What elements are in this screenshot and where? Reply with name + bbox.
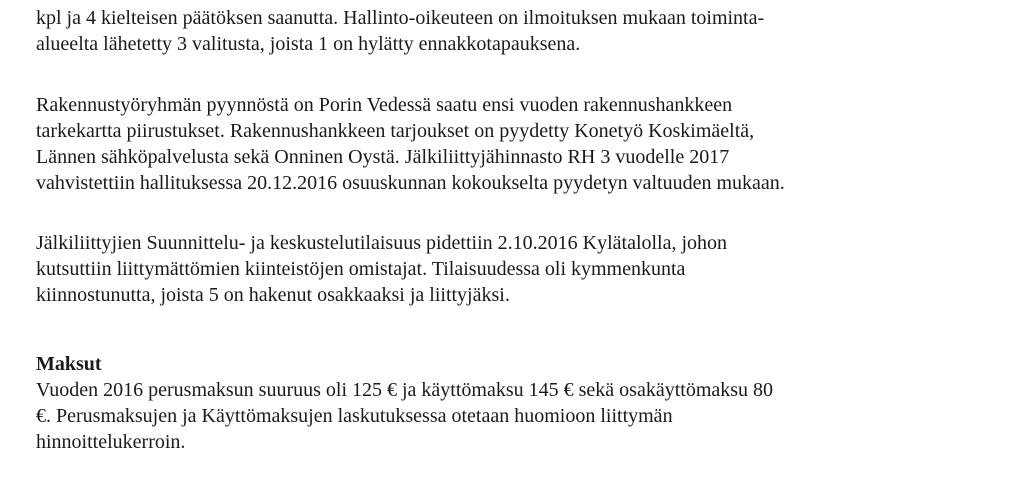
text-line: kutsuttiin liittymättömien kiinteistöjen omistajat. Tilaisuudessa oli kymmenkunta (36, 258, 686, 280)
text-line: €. Perusmaksujen ja Käyttömaksujen laskutuksessa otetaan huomioon liittymän (36, 405, 673, 427)
paragraph-decisions (36, 5, 764, 57)
text-line: kiinnostunutta, joista 5 on hakenut osakkaaksi ja liittyjäksi. (36, 284, 510, 306)
text-line: Vuoden 2016 perusmaksun suuruus oli 125 € ja käyttömaksu 145 € sekä osakäyttömaksu 80 (36, 379, 774, 401)
section-heading: Maksut (36, 353, 102, 375)
paragraph-planning-event (36, 230, 727, 308)
section-fees (36, 351, 773, 455)
text-line: Jälkiliittyjien Suunnittelu- ja keskustelutilaisuus pidettiin 2.10.2016 Kylätalolla, johon (36, 232, 728, 254)
text-line: kpl ja 4 kielteisen päätöksen saanutta. Hallinto-oikeuteen on ilmoituksen mukaan toiminta- (36, 7, 765, 29)
text-line: tarkekartta piirustukset. Rakennushankkeen tarjoukset on pyydetty Konetyö Koskimäeltä, (36, 120, 755, 142)
paragraph-construction (36, 92, 785, 196)
text-line: vahvistettiin hallituksessa 20.12.2016 osuuskunnan kokoukselta pyydetyn valtuuden mukaan. (36, 172, 785, 194)
text-line: alueelta lähetetty 3 valitusta, joista 1 on hylätty ennakkotapauksena. (36, 33, 581, 55)
text-line: hinnoittelukerroin. (36, 431, 186, 453)
text-line: Lännen sähköpalvelusta sekä Onninen Oystä. Jälkiliittyjähinnasto RH 3 vuodelle 2017 (36, 146, 730, 168)
text-line: Rakennustyöryhmän pyynnöstä on Porin Vedessä saatu ensi vuoden rakennushankkeen (36, 94, 733, 116)
